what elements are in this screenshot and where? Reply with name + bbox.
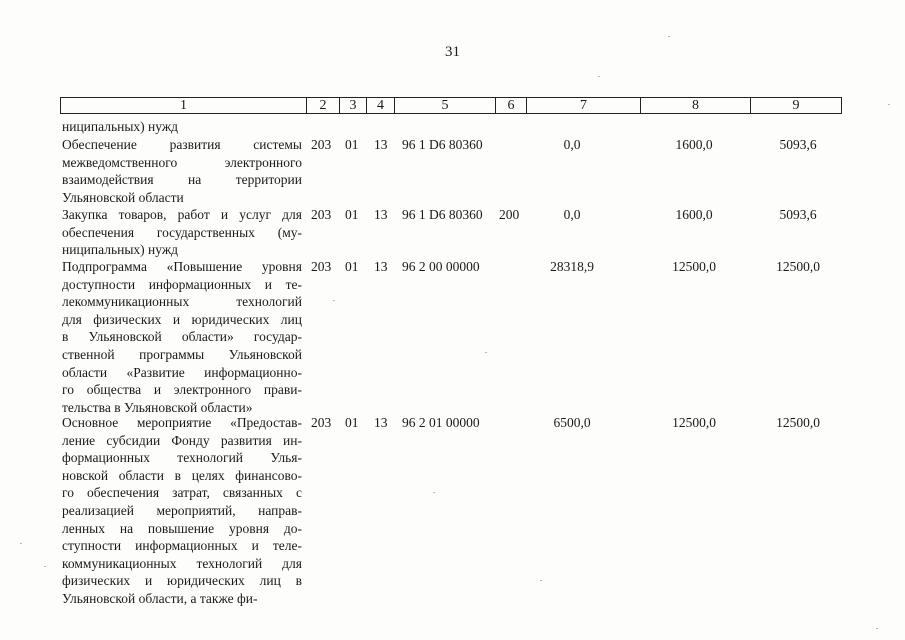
cell-c4: 13 [374,415,388,430]
description-line: Обеспечение развития системы [62,137,302,152]
description-line: реализацией мероприятий, направ- [62,502,302,518]
description-line: межведомственного электронного [62,154,302,170]
cell-c9: 12500,0 [776,259,820,274]
cell-c2: 203 [311,415,332,430]
description-line: области «Развитие информационно- [62,364,302,380]
cell-c8: 1600,0 [675,137,713,152]
description-line: ниципальных) нужд [62,119,179,134]
scan-speck [433,492,435,493]
scan-speck [540,580,542,581]
cell-c4: 13 [374,137,388,152]
row-description [62,414,302,608]
header-col-8: 8 [641,98,751,113]
header-col-7: 7 [527,98,641,113]
cell-c5: 96 1 D6 80360 [402,137,483,152]
cell-c7: 28318,9 [550,259,594,274]
cell-c5: 96 1 D6 80360 [402,207,483,222]
description-line: ленных на повышение уровня до- [62,520,302,536]
description-line: ление субсидии Фонду развития ин- [62,432,302,448]
description-line: тельства в Ульяновской области» [62,399,253,415]
cell-c7: 6500,0 [553,415,591,430]
cell-c2: 203 [311,207,332,222]
scan-speck [876,628,878,629]
description-line: новской области в целях финансово- [62,467,302,483]
description-line: Ульяновской области, а также фи- [62,590,258,606]
row-description [62,258,302,416]
cell-c7: 0,0 [563,137,581,152]
cell-c6: 200 [499,207,520,222]
cell-c3: 01 [345,259,359,274]
cell-c9: 5093,6 [779,137,817,152]
description-line: доступности информационных и те- [62,276,302,292]
description-line: Подпрограмма «Повышение уровня [62,259,302,274]
description-line: коммуникационных технологий для [62,555,302,571]
header-col-4: 4 [367,98,395,113]
scan-speck [598,76,600,77]
cell-c5: 96 2 01 00000 [402,415,480,430]
description-line: обеспечения государственных (му- [62,224,302,240]
scan-speck [44,566,46,567]
cell-c3: 01 [345,415,359,430]
page-number: 31 [445,44,460,60]
header-col-9: 9 [792,98,800,113]
cell-c2: 203 [311,259,332,274]
cell-c9: 5093,6 [779,207,817,222]
description-line: физических и юридических лиц в [62,573,302,589]
table-header-row [60,97,842,114]
description-line: го общества и электронного прави- [62,382,302,398]
description-line: Основное мероприятие «Предостав- [62,415,302,430]
cell-c4: 13 [374,259,388,274]
description-line: в Ульяновской области» государ- [62,329,302,345]
header-col-5: 5 [395,98,496,113]
cell-c8: 1600,0 [675,207,713,222]
description-line: ственной программы Ульяновской [62,346,302,362]
row-description [62,206,302,259]
header-col-3: 3 [340,98,367,113]
cell-c8: 12500,0 [672,415,716,430]
description-line: для физических и юридических лиц [62,311,302,327]
header-col-6: 6 [496,98,527,113]
header-col-1: 1 [61,98,307,113]
description-line: лекоммуникационных технологий [62,294,302,310]
cell-c4: 13 [374,207,388,222]
scan-speck [333,300,335,301]
scan-speck [20,543,22,544]
description-line: Закупка товаров, работ и услуг для [62,207,302,222]
cell-c3: 01 [345,207,359,222]
header-col-2: 2 [307,98,340,113]
cell-c2: 203 [311,137,332,152]
row-description [62,118,302,136]
cell-c5: 96 2 00 00000 [402,259,480,274]
cell-c9: 12500,0 [776,415,820,430]
scan-speck [485,352,487,353]
row-description [62,136,302,206]
scan-speck [668,36,670,37]
cell-c7: 0,0 [563,207,581,222]
description-line: ступности информационных и теле- [62,538,302,554]
description-line: го обеспечения затрат, связанных с [62,485,302,501]
description-line: взаимодействия на территории [62,172,302,188]
cell-c3: 01 [345,137,359,152]
scan-speck [888,104,890,105]
description-line: Ульяновской области [62,189,184,205]
description-line: ниципальных) нужд [62,242,179,258]
description-line: формационных технологий Улья- [62,450,302,466]
cell-c8: 12500,0 [672,259,716,274]
